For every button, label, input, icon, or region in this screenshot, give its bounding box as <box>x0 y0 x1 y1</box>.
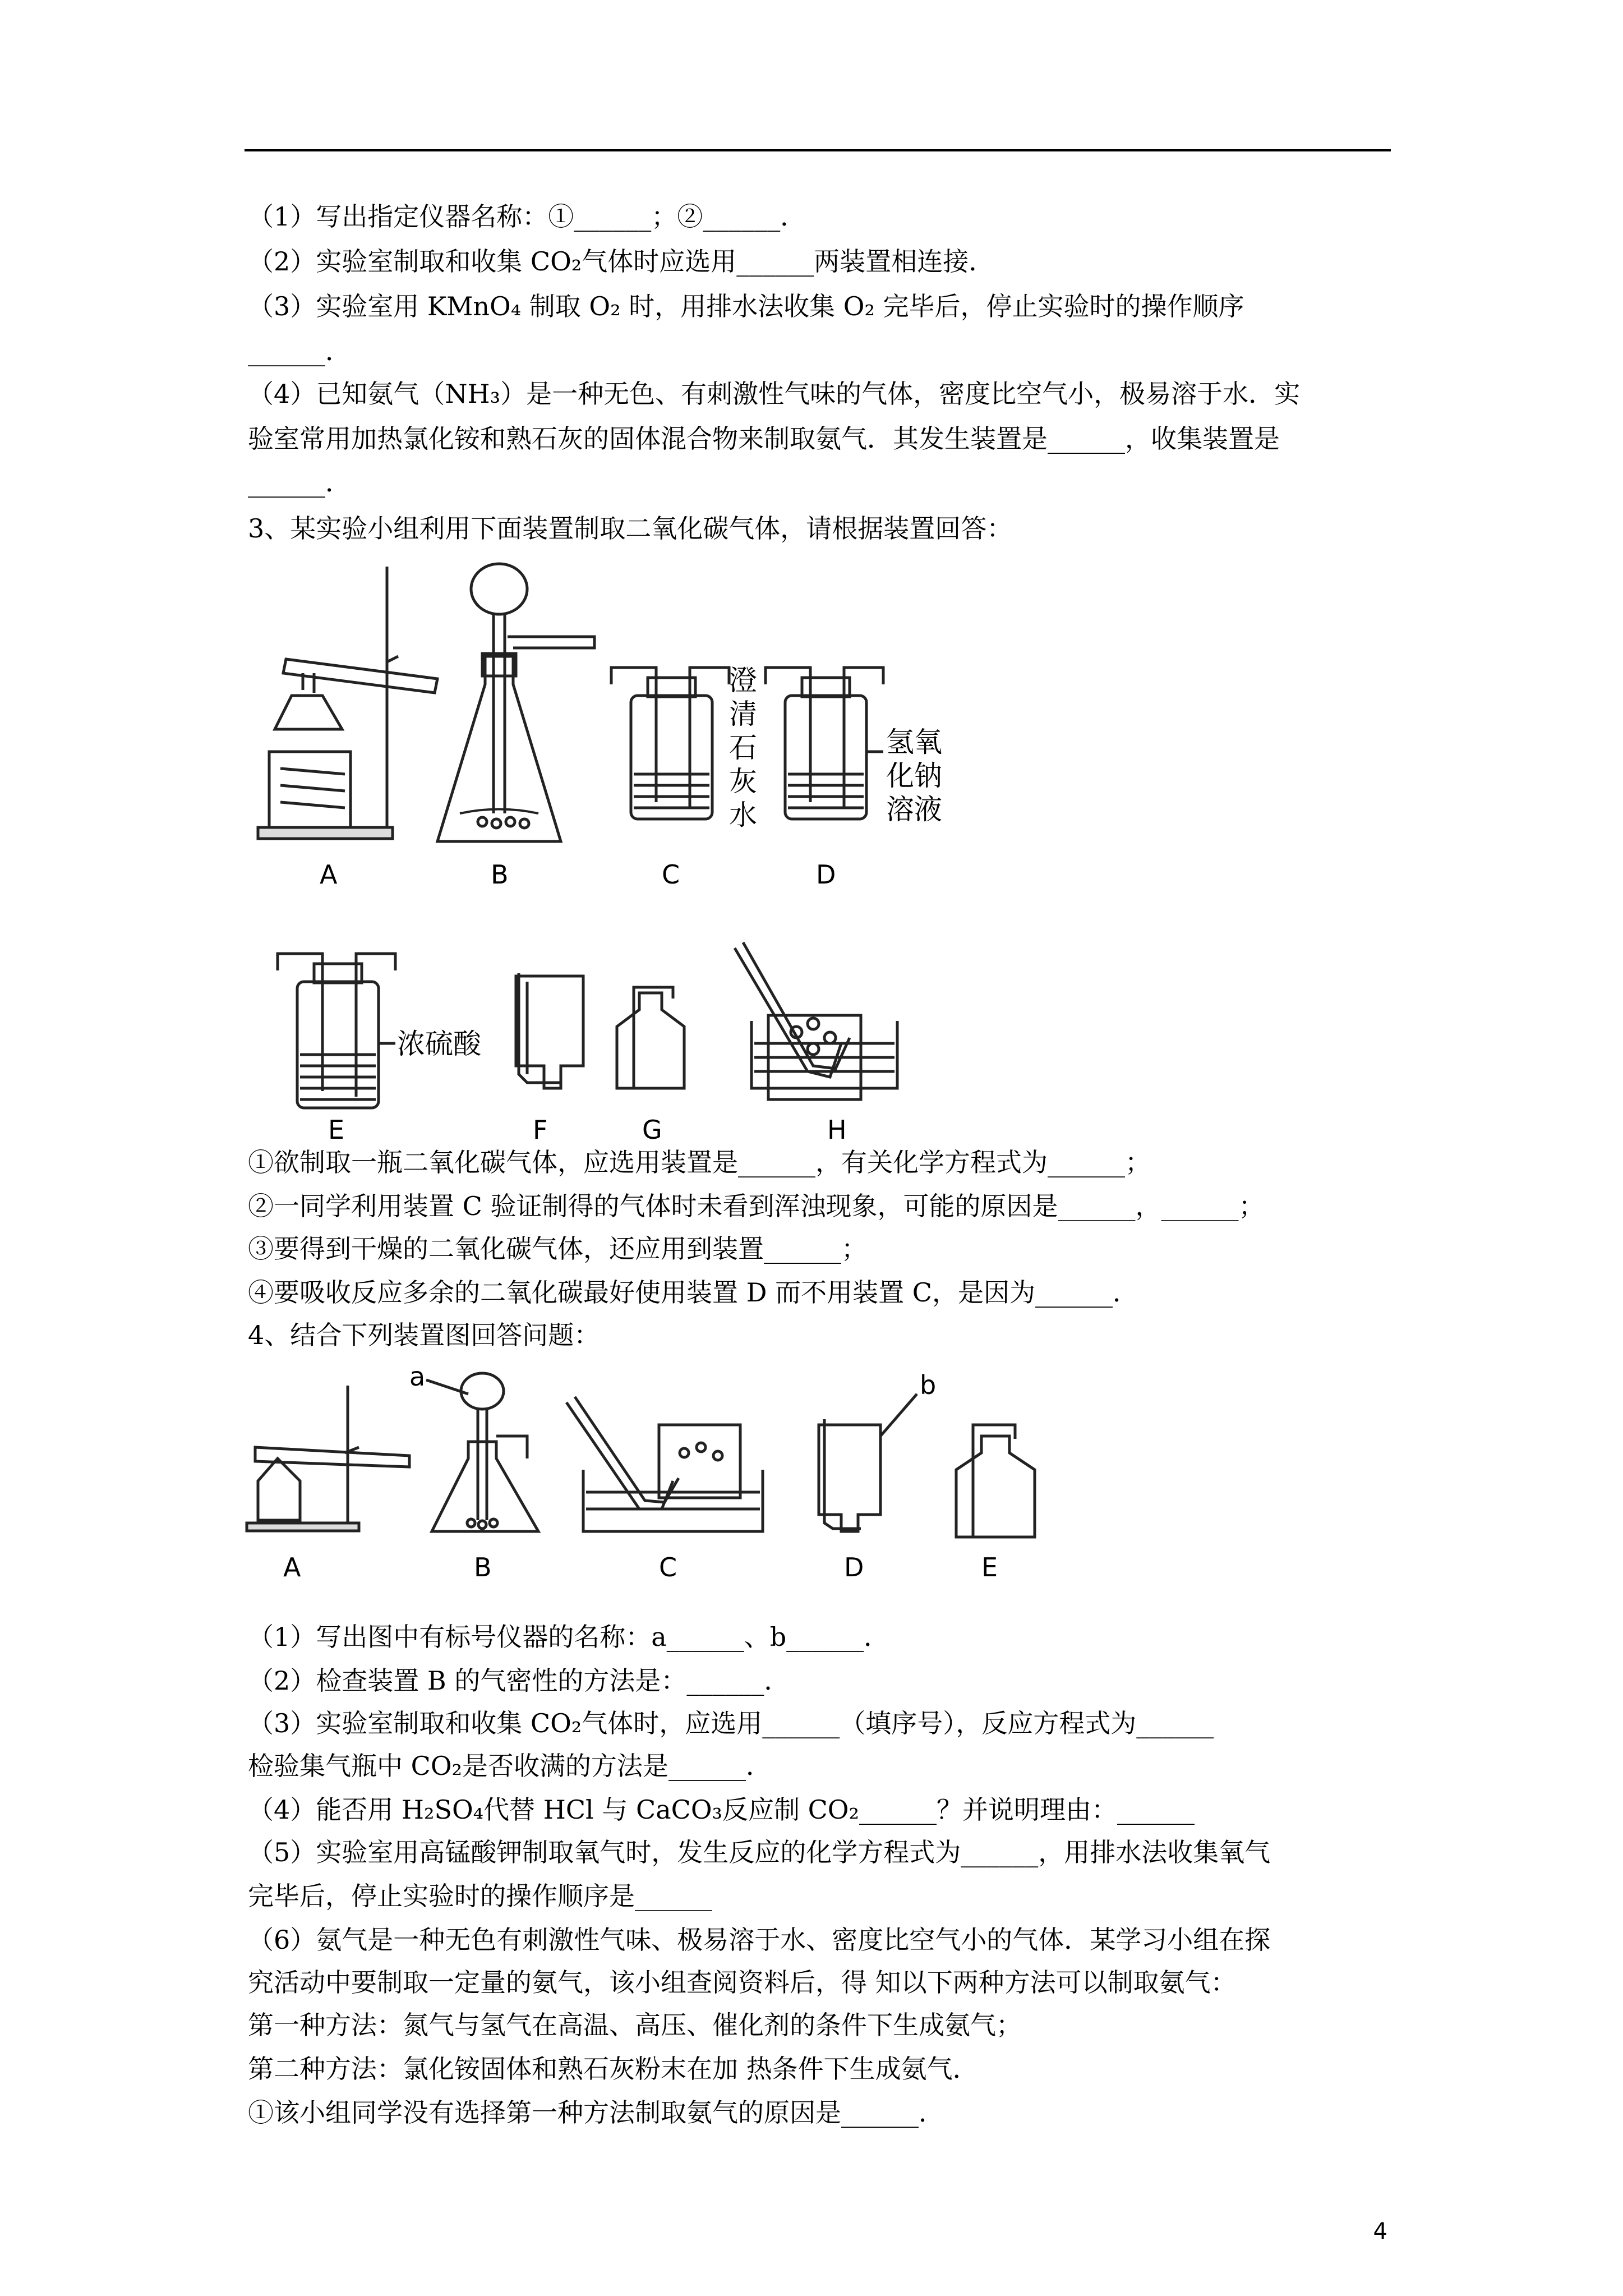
s3-apparatus-figure <box>247 550 976 1144</box>
s4-label-d: D <box>844 1552 864 1582</box>
s4-apparatus-figure <box>247 1361 1066 1593</box>
s4-label-a: A <box>283 1552 301 1582</box>
s3-question-3: ③要得到干燥的二氧化碳气体，还应用到装置______； <box>248 1234 867 1264</box>
s4-question-3b: 检验集气瓶中 CO₂是否收满的方法是______． <box>248 1751 772 1781</box>
s4-subquestion-1: ①该小组同学没有选择第一种方法制取氨气的原因是______． <box>248 2097 944 2128</box>
header-rule <box>245 149 1391 151</box>
apparatus-a <box>258 567 437 839</box>
s2-question-3b: ______． <box>248 336 351 366</box>
s4-question-6b: 究活动中要制取一定量的氨气，该小组查阅资料后，得 知以下两种方法可以制取氨气： <box>248 1967 1237 1998</box>
label-d: D <box>816 859 836 890</box>
s4-question-5a: （5）实验室用高锰酸钾制取氧气时，发生反应的化学方程式为______，用排水法收集氧气 <box>248 1837 1271 1867</box>
s4-label-c: C <box>659 1552 677 1582</box>
s3-question-4: ④要吸收反应多余的二氧化碳最好使用装置 D 而不用装置 C，是因为______． <box>248 1277 1138 1308</box>
s2-question-4b: 验室常用加热氯化铵和熟石灰的固体混合物来制取氨气．其发生装置是______，收集装置是 <box>248 424 1280 454</box>
s3-question-1: ①欲制取一瓶二氧化碳气体，应选用装置是______，有关化学方程式为______； <box>248 1147 1151 1177</box>
apparatus-f <box>516 973 583 1088</box>
c-side-text <box>729 664 757 831</box>
s3-question-2: ②一同学利用装置 C 验证制得的气体时未看到浑浊现象，可能的原因是______，______； <box>248 1191 1265 1221</box>
c-text-1: 澄 <box>729 664 757 697</box>
s2-question-4a: （4）已知氨气（NH₃）是一种无色、有刺激性气味的气体，密度比空气小，极易溶于水．实 <box>248 379 1301 409</box>
s4-apparatus-b <box>426 1373 538 1531</box>
apparatus-g <box>617 987 684 1088</box>
mark-b: b <box>920 1370 937 1400</box>
d-text-3: 溶液 <box>886 793 942 826</box>
c-text-5: 水 <box>729 799 757 831</box>
apparatus-b <box>437 564 594 841</box>
label-g: G <box>642 1115 662 1145</box>
s4-question-2: （2）检查装置 B 的气密性的方法是：______． <box>248 1665 790 1696</box>
s2-question-1: （1）写出指定仪器名称：①______；②______． <box>248 201 806 232</box>
s2-question-4c: ______． <box>248 467 351 498</box>
s4-apparatus-d <box>819 1394 917 1531</box>
apparatus-e <box>278 954 395 1108</box>
s4-label-e: E <box>981 1552 998 1582</box>
label-f: F <box>533 1115 548 1145</box>
s4-apparatus-c <box>566 1397 763 1531</box>
c-text-2: 清 <box>729 698 757 730</box>
apparatus-h <box>735 942 897 1099</box>
s4-question-6a: （6）氨气是一种无色有刺激性气味、极易溶于水、密度比空气小的气体．某学习小组在探 <box>248 1925 1271 1955</box>
s2-question-2: （2）实验室制取和收集 CO₂气体时应选用______两装置相连接． <box>248 246 995 277</box>
label-c: C <box>662 859 680 890</box>
label-e: E <box>328 1115 345 1145</box>
apparatus-c <box>611 668 729 819</box>
s4-method-1: 第一种方法：氮气与氢气在高温、高压、催化剂的条件下生成氨气； <box>248 2010 1022 2040</box>
s4-method-2: 第二种方法：氯化铵固体和熟石灰粉末在加 热条件下生成氨气． <box>248 2054 979 2084</box>
page-number: 4 <box>1373 2219 1387 2244</box>
s4-question-3a: （3）实验室制取和收集 CO₂气体时，应选用______（填序号），反应方程式为______ <box>248 1708 1214 1738</box>
label-h: H <box>827 1115 847 1145</box>
s4-apparatus-a <box>247 1386 409 1531</box>
s4-label-b: B <box>474 1552 492 1582</box>
label-a: A <box>320 859 338 890</box>
c-text-4: 灰 <box>729 765 757 798</box>
d-text-2: 化钠 <box>886 760 942 792</box>
c-text-3: 石 <box>729 731 757 764</box>
d-text-1: 氢氧 <box>886 726 942 758</box>
s4-title: 4、结合下列装置图回答问题： <box>248 1320 600 1350</box>
s2-question-3a: （3）实验室用 KMnO₄ 制取 O₂ 时，用排水法收集 O₂ 完毕后，停止实验时的操作顺序 <box>248 291 1244 321</box>
apparatus-d <box>766 668 883 819</box>
s4-question-4: （4）能否用 H₂SO₄代替 HCl 与 CaCO₃反应制 CO₂______？并说明理由：______ <box>248 1795 1195 1825</box>
s4-question-1: （1）写出图中有标号仪器的名称：a______、b______． <box>248 1622 890 1652</box>
s4-question-5b: 完毕后，停止实验时的操作顺序是______ <box>248 1881 712 1911</box>
e-text: 浓硫酸 <box>397 1028 481 1060</box>
label-b: B <box>491 859 509 890</box>
d-side-text <box>886 726 942 826</box>
s4-apparatus-e <box>956 1425 1035 1537</box>
s3-title: 3、某实验小组利用下面装置制取二氧化碳气体，请根据装置回答： <box>248 513 1013 544</box>
mark-a: a <box>409 1361 426 1392</box>
